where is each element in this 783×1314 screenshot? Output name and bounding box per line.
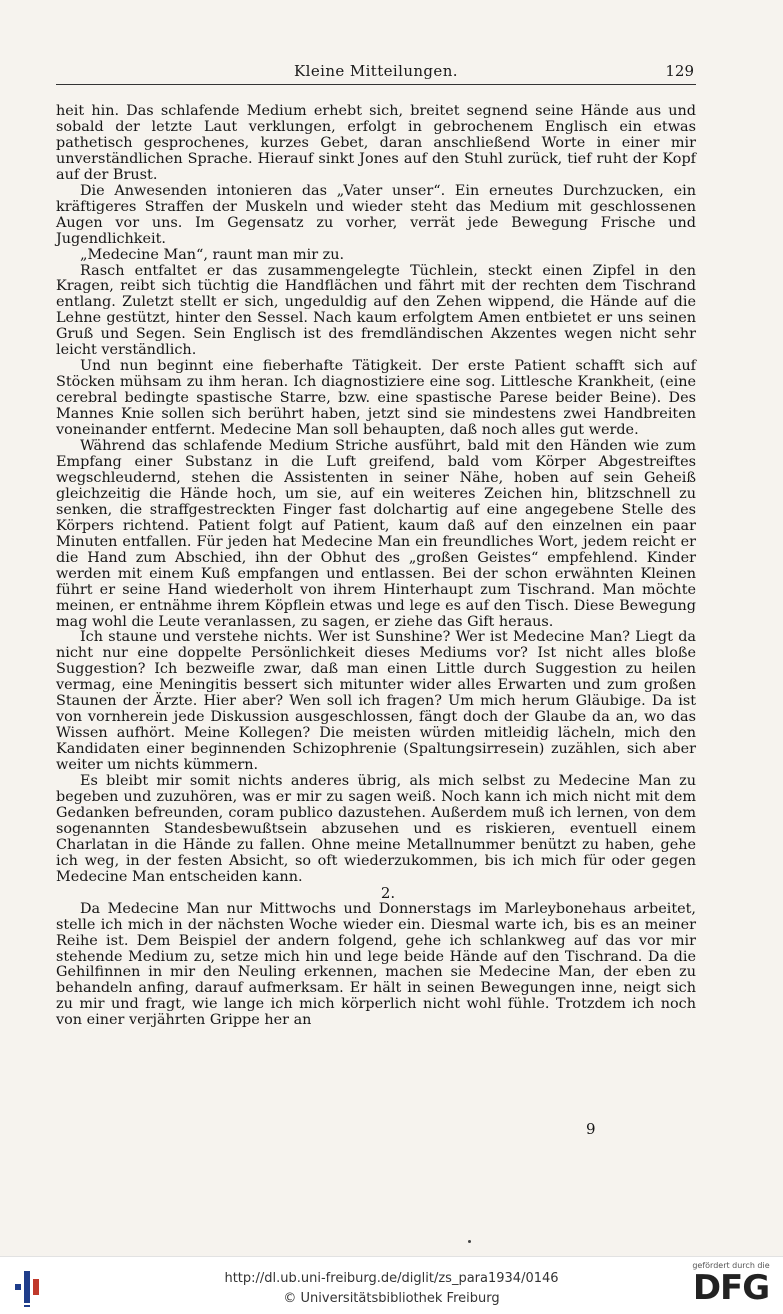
paragraph: Es bleibt mir somit nichts anderes übrig, als mich selbst zu Medecine Man zu begeben und zuzuhören, was er mir zu sagen weiß. Noch kann ich mich nicht mit dem Gedanken befreunden, coram publico dazustehen. Außerdem muß ich lernen, von dem sogenannten Standesbewußtsein abzusehen und es riskieren, eventuell einem Charlatan in die Hände zu fallen. Ohne meine Metallnummer benützt zu haben, gehe ich weg, in der festen Absicht, so oft wiederzukommen, bis ich mich für oder gegen Medecine Man entscheiden kann. xyxy=(56,773,696,885)
viewer-footer xyxy=(0,1256,783,1314)
dfg-logo: DFG xyxy=(692,1268,770,1308)
section-number: 2. xyxy=(380,883,396,902)
paragraph: Da Medecine Man nur Mittwochs und Donnerstags im Marleybonehaus arbeitet, stelle ich mich in der nächsten Woche wieder ein. Diesmal warte ich, bis es an meiner Reihe ist. Dem Beispiel der andern folgend, gehe ich schlankweg auf das vor mir stehende Medium zu, setze mich hin und lege beide Hände auf den Tischrand. Da die Gehilfinnen in mir den Neuling erkennen, machen sie Medecine Man, der eben zu behandeln anfing, darauf aufmerksam. Er hält in seinen Bewegungen inne, neigt sich zu mir und fragt, wie lange ich mich körperlich nicht wohl fühle. Trotzdem ich noch von einer verjährten Grippe her an xyxy=(56,900,696,1029)
paragraph: Ich staune und verstehe nichts. Wer ist Sunshine? Wer ist Medecine Man? Liegt da nicht nur eine doppelte Persönlichkeit dieses Mediums vor? Ist nicht alles bloße Suggestion? Ich bezweifle zwar, daß man einen Little durch Suggestion zu heilen vermag, eine Meningitis bessert sich mitunter wider alles Erwarten und zum großen Staunen der Ärzte. Hier aber? Wen soll ich fragen? Um mich herum Gläubige. Da ist von vornherein jede Diskussion ausgeschlossen, fängt doch der Glaube da an, wo das Wissen aufhört. Meine Kollegen? Die meisten würden mitleidig lächeln, mich den Kandidaten einer beginnenden Schizophrenie (Spaltungsirresein) zuzählen, sich aber weiter um nichts kümmern. xyxy=(56,629,696,774)
paragraph: „Medecine Man“, raunt man mir zu. xyxy=(80,246,345,263)
paragraph: heit hin. Das schlafende Medium erhebt sich, breitet segnend seine Hände aus und sobald der letzte Laut verklungen, erfolgt in gebrochenem Englisch ein etwas pathetisch gesprochenes, kurzes Gebet, daran anschließend Worte in einer mir unverständlichen Sprache. Hierauf sinkt Jones auf den Stuhl zurück, tief ruht der Kopf auf der Brust. xyxy=(56,103,696,183)
signature-mark: 9 xyxy=(586,1120,596,1138)
copyright-notice: © Universitätsbibliothek Freiburg xyxy=(283,1291,500,1306)
paragraph: Die Anwesenden intonieren das „Vater unser“. Ein erneutes Durchzucken, ein kräftigeres Straffen der Muskeln und wieder steht das Medium mit geschlossenen Augen vor uns. Im Gegensatz zu vorher, verrät jede Bewegung Frische und Jugendlichkeit. xyxy=(56,182,696,247)
permalink-url[interactable]: http://dl.ub.uni-freiburg.de/diglit/zs_para1934/0146 xyxy=(224,1271,559,1286)
running-head xyxy=(56,62,696,85)
paragraph: Während das schlafende Medium Striche ausführt, bald mit den Händen wie zum Empfang einer Substanz in die Luft greifend, bald vom Körper Abgestreiftes wegschleudernd, stehen die Assistenten in seiner Nähe, hoben auf sein Geheiß gleichzeitig die Hände hoch, um sie, auf ein weiteres Zeichen hin, blitzschnell zu senken, die straffgestreckten Finger fast dolchartig auf eine angegebene Stelle des Körpers richtend. Patient folgt auf Patient, kaum daß auf den einzelnen ein paar Minuten entfallen. Für jeden hat Medecine Man ein freundliches Wort, jedem reicht er die Hand zum Abschied, ihn der Obhut des „großen Geistes“ empfehlend. Kinder werden mit einem Kuß empfangen und entlassen. Bei der schon erwähnten Kleinen führt er seine Hand wiederholt von ihrem Hinterhaupt zum Tischrand. Man möchte meinen, er entnähme ihrem Köpflein etwas und lege es auf den Tisch. Diese Bewegung mag wohl die Leute veranlassen, zu sagen, er ziehe das Gift heraus. xyxy=(56,438,696,630)
scan-speck xyxy=(468,1240,471,1243)
paragraph: Rasch entfaltet er das zusammengelegte Tüchlein, steckt einen Zipfel in den Kragen, reibt sich tüchtig die Handflächen und fährt mit der rechten dem Tischrand entlang. Zuletzt stellt er sich, ungeduldig auf den Zehen wippend, die Hände auf die Lehne gestützt, hinter den Sessel. Nach kaum erfolgtem Amen entbietet er uns seinen Gruß und Segen. Sein Englisch ist des fremdländischen Akzentes wegen nicht sehr leicht verständlich. xyxy=(56,262,696,359)
body-text xyxy=(56,104,696,1029)
page-number: 129 xyxy=(665,62,694,80)
running-title: Kleine Mitteilungen. xyxy=(294,62,458,80)
funder-caption: gefördert durch die xyxy=(692,1261,770,1270)
paragraph: Und nun beginnt eine fieberhafte Tätigkeit. Der erste Patient schafft sich auf Stöcken mühsam zu ihm heran. Ich diagnostiziere eine sog. Littlesche Krankheit, (eine cerebral bedingte spastische Starre, bzw. eine spastische Parese beider Beine). Des Mannes Knie sollen sich berührt haben, jetzt sind sie mindestens zwei Handbreiten voneinander entfernt. Medecine Man soll behaupten, daß noch alles gut werde. xyxy=(56,358,696,439)
funder-badge xyxy=(689,1261,773,1311)
